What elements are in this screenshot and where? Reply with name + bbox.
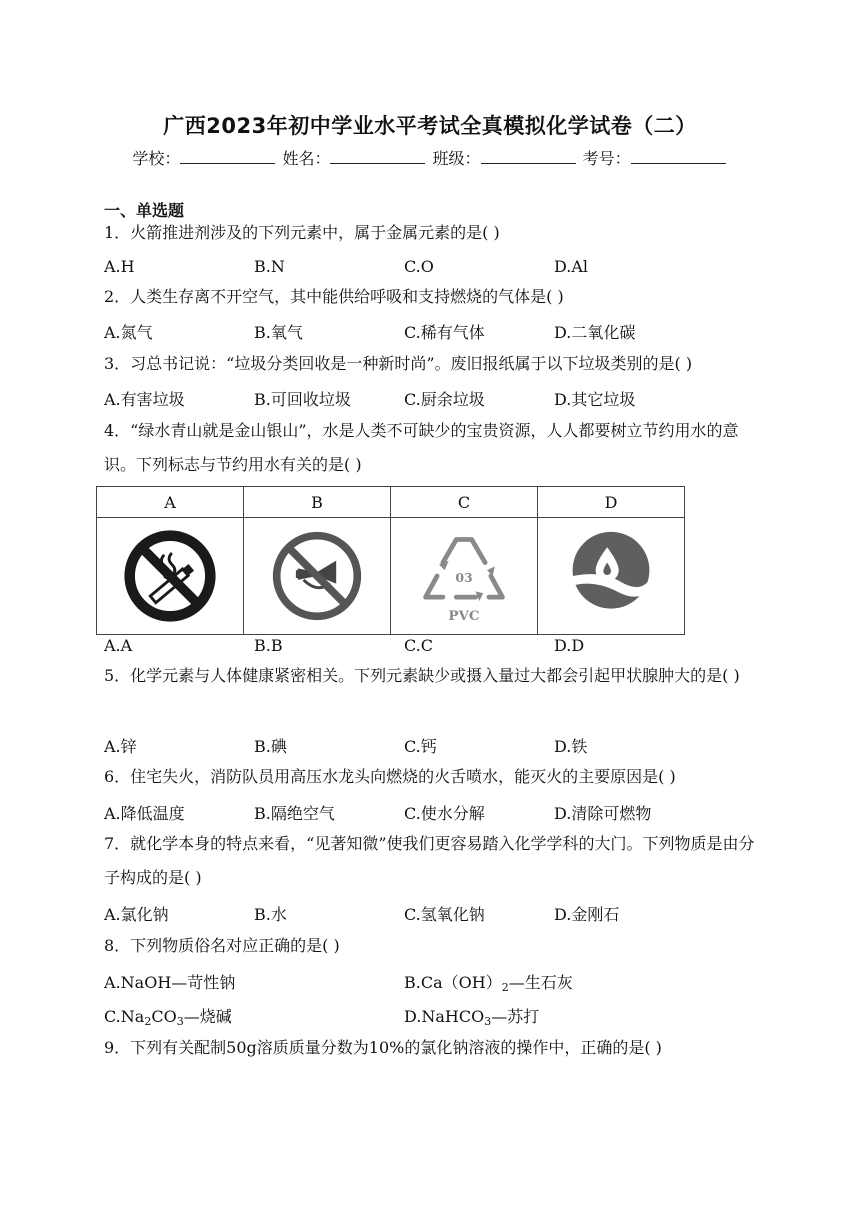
question-7-option-d[interactable]: D.金刚石 (554, 905, 620, 924)
question-7-stem: 7．就化学本身的特点来看，“见著知微”使我们更容易踏入化学学科的大门。下列物质是由分子构成的是( ) (104, 834, 755, 887)
question-2-option-b[interactable]: B.氧气 (254, 323, 303, 342)
class-label: 班级： (432, 149, 481, 168)
question-6-stem: 6．住宅失火，消防队员用高压水龙头向燃烧的火舌喷水，能灭火的主要原因是( ) (104, 767, 676, 786)
question-9-stem: 9．下列有关配制50g溶质质量分数为10%的氯化钠溶液的操作中，正确的是( ) (104, 1038, 662, 1057)
no-smoking-icon (122, 528, 218, 624)
class-blank[interactable] (481, 149, 576, 164)
name-blank[interactable] (330, 149, 425, 164)
question-2-stem: 2．人类生存离不开空气，其中能供给呼吸和支持燃烧的气体是( ) (104, 287, 564, 306)
question-7-option-b[interactable]: B.水 (254, 905, 287, 924)
question-7-option-a[interactable]: A.氯化钠 (104, 905, 169, 924)
table-cell-c (391, 518, 538, 635)
student-info-line (0, 146, 860, 169)
pvc-recycling-icon (416, 528, 512, 624)
school-blank[interactable] (180, 149, 275, 164)
question-3-option-b[interactable]: B.可回收垃圾 (254, 390, 351, 409)
name-label: 姓名： (282, 149, 331, 168)
question-6-option-a[interactable]: A.降低温度 (104, 804, 185, 823)
question-5-option-a[interactable]: A.锌 (104, 737, 137, 756)
table-header-a: A (97, 487, 244, 518)
question-7-option-c[interactable]: C.氢氧化钠 (404, 905, 485, 924)
question-1-option-c[interactable]: C.O (404, 257, 434, 276)
question-3-stem: 3．习总书记说：“垃圾分类回收是一种新时尚”。废旧报纸属于以下垃圾类别的是( ) (104, 354, 693, 373)
question-3-option-a[interactable]: A.有害垃圾 (104, 390, 185, 409)
question-8-option-d[interactable]: D.NaHCO$_3$—苏打 (404, 1007, 540, 1028)
page-title: 广西2023年初中学业水平考试全真模拟化学试卷（二） (163, 114, 697, 138)
question-8-option-b[interactable]: $B.Ca(OH)_2—$生石灰 (404, 973, 573, 994)
question-8-option-c[interactable]: $C.Na_2CO_3—$烧碱 (104, 1007, 232, 1028)
question-4-option-d[interactable]: D.D (554, 636, 585, 655)
question-1-stem: 1．火箭推进剂涉及的下列元素中，属于金属元素的是( ) (104, 223, 500, 242)
section-heading: 一、单选题 (104, 201, 185, 220)
table-header-c: C (391, 487, 538, 518)
question-4-stem: 4．“绿水青山就是金山银山”，水是人类不可缺少的宝贵资源，人人都要树立节约用水的意识。下列标志与节约用水有关的是( ) (104, 421, 739, 474)
question-5-stem: 5．化学元素与人体健康紧密相关。下列元素缺少或摄入量过大都会引起甲状腺肿大的是( ) (104, 666, 740, 685)
table-cell-d (538, 518, 685, 635)
water-saving-icon (563, 528, 659, 624)
question-3-option-d[interactable]: D.其它垃圾 (554, 390, 636, 409)
question-6-option-b[interactable]: B.隔绝空气 (254, 804, 335, 823)
question-5-option-b[interactable]: B.碘 (254, 737, 287, 756)
question-2-option-c[interactable]: C.稀有气体 (404, 323, 485, 342)
table-header-b: B (244, 487, 391, 518)
question-5-option-d[interactable]: D.铁 (554, 737, 588, 756)
question-3-option-c[interactable]: C.厨余垃圾 (404, 390, 485, 409)
pvc-code: 03 (455, 569, 473, 585)
question-8-stem: 8．下列物质俗名对应正确的是( ) (104, 936, 340, 955)
question-4-option-c[interactable]: C.C (404, 636, 433, 655)
question-4-option-b[interactable]: B.B (254, 636, 283, 655)
question-2-option-a[interactable]: A.氮气 (104, 323, 153, 342)
question-6-option-d[interactable]: D.清除可燃物 (554, 804, 652, 823)
question-5-option-c[interactable]: C.钙 (404, 737, 437, 756)
question-1-option-b[interactable]: B.N (254, 257, 285, 276)
signs-table (96, 486, 685, 635)
table-cell-a (97, 518, 244, 635)
question-4-option-a[interactable]: A.A (104, 636, 133, 655)
exam-number-label: 考号： (582, 149, 631, 168)
question-1-option-a[interactable]: A.H (104, 257, 135, 276)
no-horn-icon (269, 528, 365, 624)
question-2-option-d[interactable]: D.二氧化碳 (554, 323, 636, 342)
pvc-label: PVC (448, 608, 480, 624)
table-cell-b (244, 518, 391, 635)
school-label: 学校： (132, 149, 181, 168)
question-6-option-c[interactable]: C.使水分解 (404, 804, 485, 823)
question-1-option-d[interactable]: D.Al (554, 257, 589, 276)
table-header-d: D (538, 487, 685, 518)
question-8-option-a[interactable]: A.NaOH—苛性钠 (104, 973, 236, 992)
exam-number-blank[interactable] (631, 149, 726, 164)
